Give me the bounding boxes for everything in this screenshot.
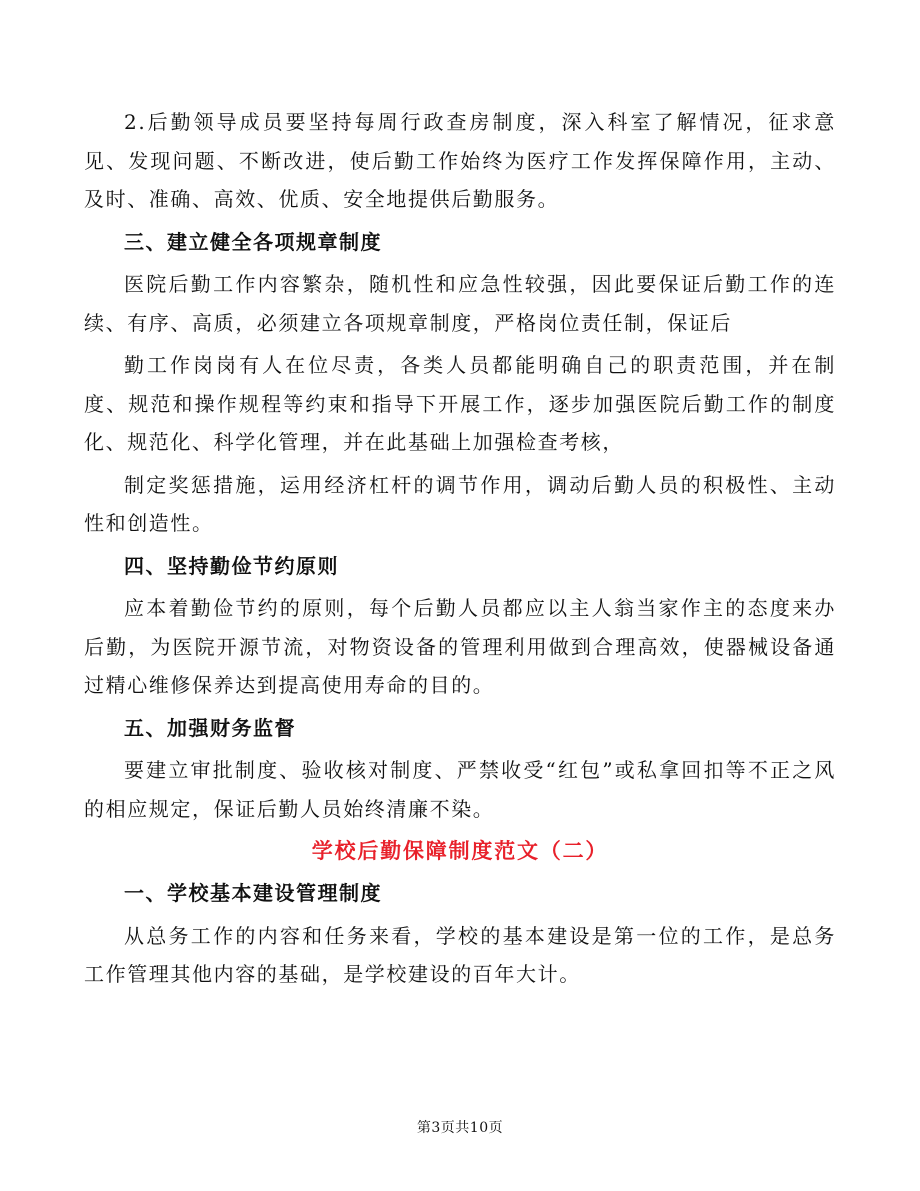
paragraph-finance: 要建立审批制度、验收核对制度、严禁收受“红包”或私拿回扣等不正之风的相应规定，保证后勤人员始终清廉不染。 (84, 758, 836, 821)
paragraph-rules-1: 医院后勤工作内容繁杂，随机性和应急性较强，因此要保证后勤工作的连续、有序、高质，必须建立各项规章制度，严格岗位责任制，保证后 (84, 272, 836, 335)
paragraph-rules-2: 勤工作岗岗有人在位尽责，各类人员都能明确自己的职责范围，并在制度、规范和操作规程等约束和指导下开展工作，逐步加强医院后勤工作的制度化、规范化、科学化管理，并在此基础上加强检查考核， (84, 353, 836, 454)
paragraph-construction: 从总务工作的内容和任务来看，学校的基本建设是第一位的工作，是总务工作管理其他内容的基础，是学校建设的百年大计。 (84, 923, 836, 986)
paragraph-rules-3: 制定奖惩措施，运用经济杠杆的调节作用，调动后勤人员的积极性、主动性和创造性。 (84, 472, 836, 535)
section-heading-3: 三、建立健全各项规章制度 (124, 229, 382, 254)
page-number: 第3页共10页 (416, 1120, 504, 1136)
paragraph-thrift: 应本着勤俭节约的原则，每个后勤人员都应以主人翁当家作主的态度来办后勤，为医院开源节流，对物资设备的管理利用做到合理高效，使器械设备通过精心维修保养达到提高使用寿命的目的。 (84, 596, 836, 697)
section-heading-5: 五、加强财务监督 (124, 715, 296, 740)
section-heading-4: 四、坚持勤俭节约原则 (124, 553, 339, 578)
paragraph-item-2: 2.后勤领导成员要坚持每周行政查房制度，深入科室了解情况，征求意见、发现问题、不断改进，使后勤工作始终为医疗工作发挥保障作用，主动、及时、准确、高效、优质、安全地提供后勤服务。 (84, 110, 836, 211)
document-title-2: 学校后勤保障制度范文（二） (311, 839, 609, 863)
document-body (84, 103, 836, 994)
section-heading-1b: 一、学校基本建设管理制度 (124, 881, 382, 905)
